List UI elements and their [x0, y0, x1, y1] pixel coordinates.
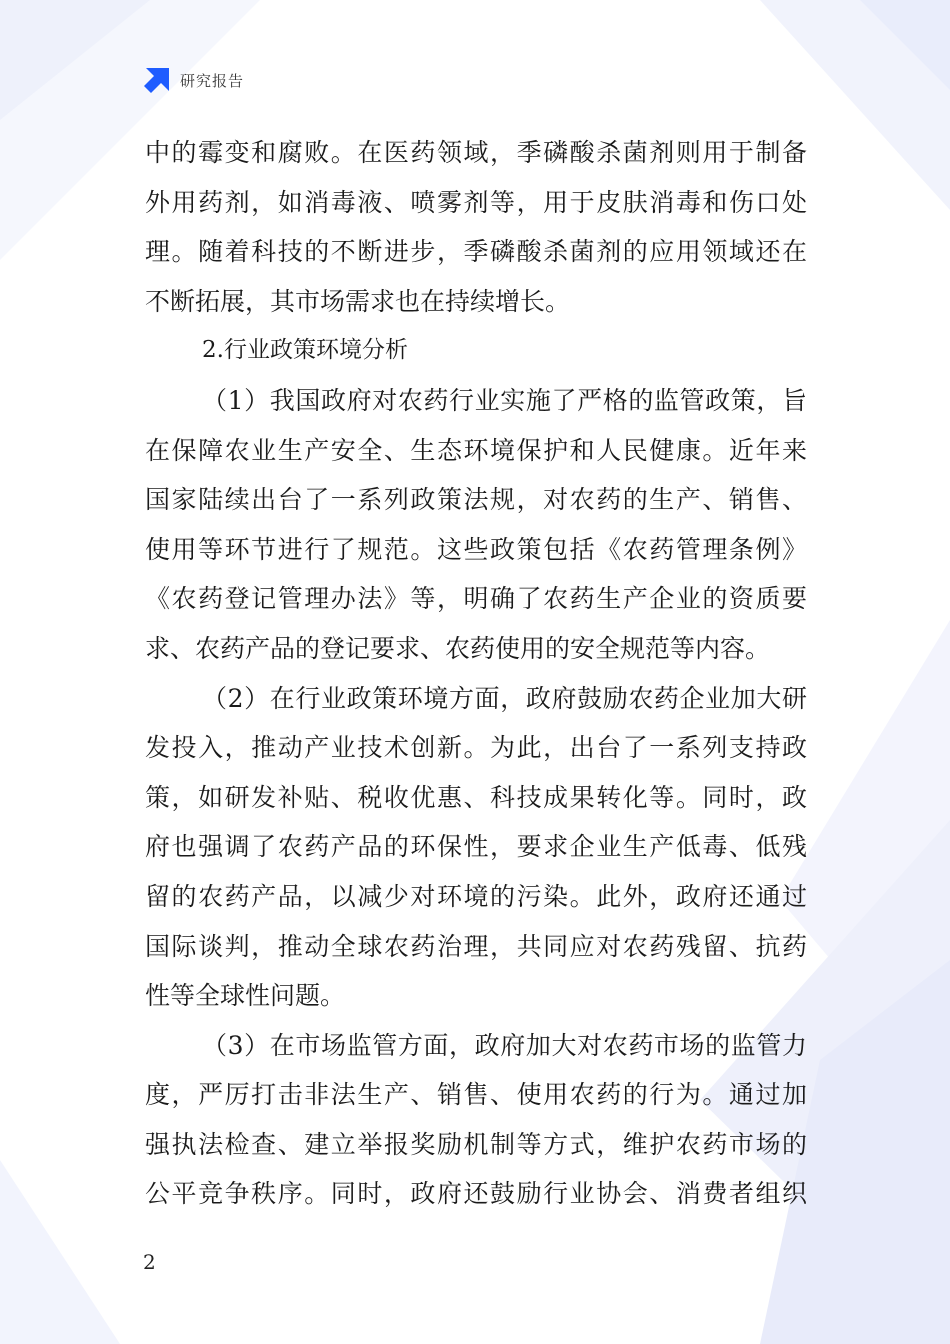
section-heading: 2.行业政策环境分析	[202, 337, 408, 364]
text-line: 度，严厉打击非法生产、销售、使用农药的行为。通过加	[145, 1080, 807, 1110]
text-line: 《农药登记管理办法》等，明确了农药生产企业的资质要	[145, 584, 807, 614]
text-line: （3）在市场监管方面，政府加大对农药市场的监管力	[202, 1030, 807, 1060]
text-line: 中的霉变和腐败。在医药领域，季磷酸杀菌剂则用于制备	[145, 138, 807, 167]
text-line: 使用等环节进行了规范。这些政策包括《农药管理条例》	[145, 534, 807, 564]
report-header	[143, 66, 244, 94]
text-line: 国际谈判，推动全球农药治理，共同应对农药残留、抗药	[145, 931, 807, 961]
text-line: 理。随着科技的不断进步，季磷酸杀菌剂的应用领域还在	[145, 237, 807, 267]
document-body	[145, 128, 807, 1219]
text-line: 强执法检查、建立举报奖励机制等方式，维护农药市场的	[145, 1129, 807, 1159]
text-line: 不断拓展，其市场需求也在持续增长。	[145, 286, 571, 316]
header-title: 研究报告	[180, 71, 245, 90]
text-line: 府也强调了农药产品的环保性，要求企业生产低毒、低残	[145, 832, 807, 862]
text-line: （2）在行业政策环境方面，政府鼓励农药企业加大研	[202, 683, 807, 713]
text-line: 国家陆续出台了一系列政策法规，对农药的生产、销售、	[145, 485, 807, 515]
text-line: 发投入，推动产业技术创新。为此，出台了一系列支持政	[145, 733, 807, 763]
text-line: 策，如研发补贴、税收优惠、科技成果转化等。同时，政	[145, 782, 807, 812]
text-line: 性等全球性问题。	[145, 981, 346, 1011]
text-line: 在保障农业生产安全、生态环境保护和人民健康。近年来	[145, 435, 807, 465]
text-line: （1）我国政府对农药行业实施了严格的监管政策，旨	[202, 385, 807, 415]
text-line: 外用药剂，如消毒液、喷雾剂等，用于皮肤消毒和伤口处	[145, 187, 807, 217]
text-line: 留的农药产品，以减少对环境的污染。此外，政府还通过	[145, 881, 807, 911]
text-line: 求、农药产品的登记要求、农药使用的安全规范等内容。	[145, 633, 771, 663]
page-number: 2	[143, 1250, 156, 1274]
arrow-up-right-logo-icon	[143, 66, 171, 94]
text-line: 公平竞争秩序。同时，政府还鼓励行业协会、消费者组织	[145, 1179, 807, 1209]
